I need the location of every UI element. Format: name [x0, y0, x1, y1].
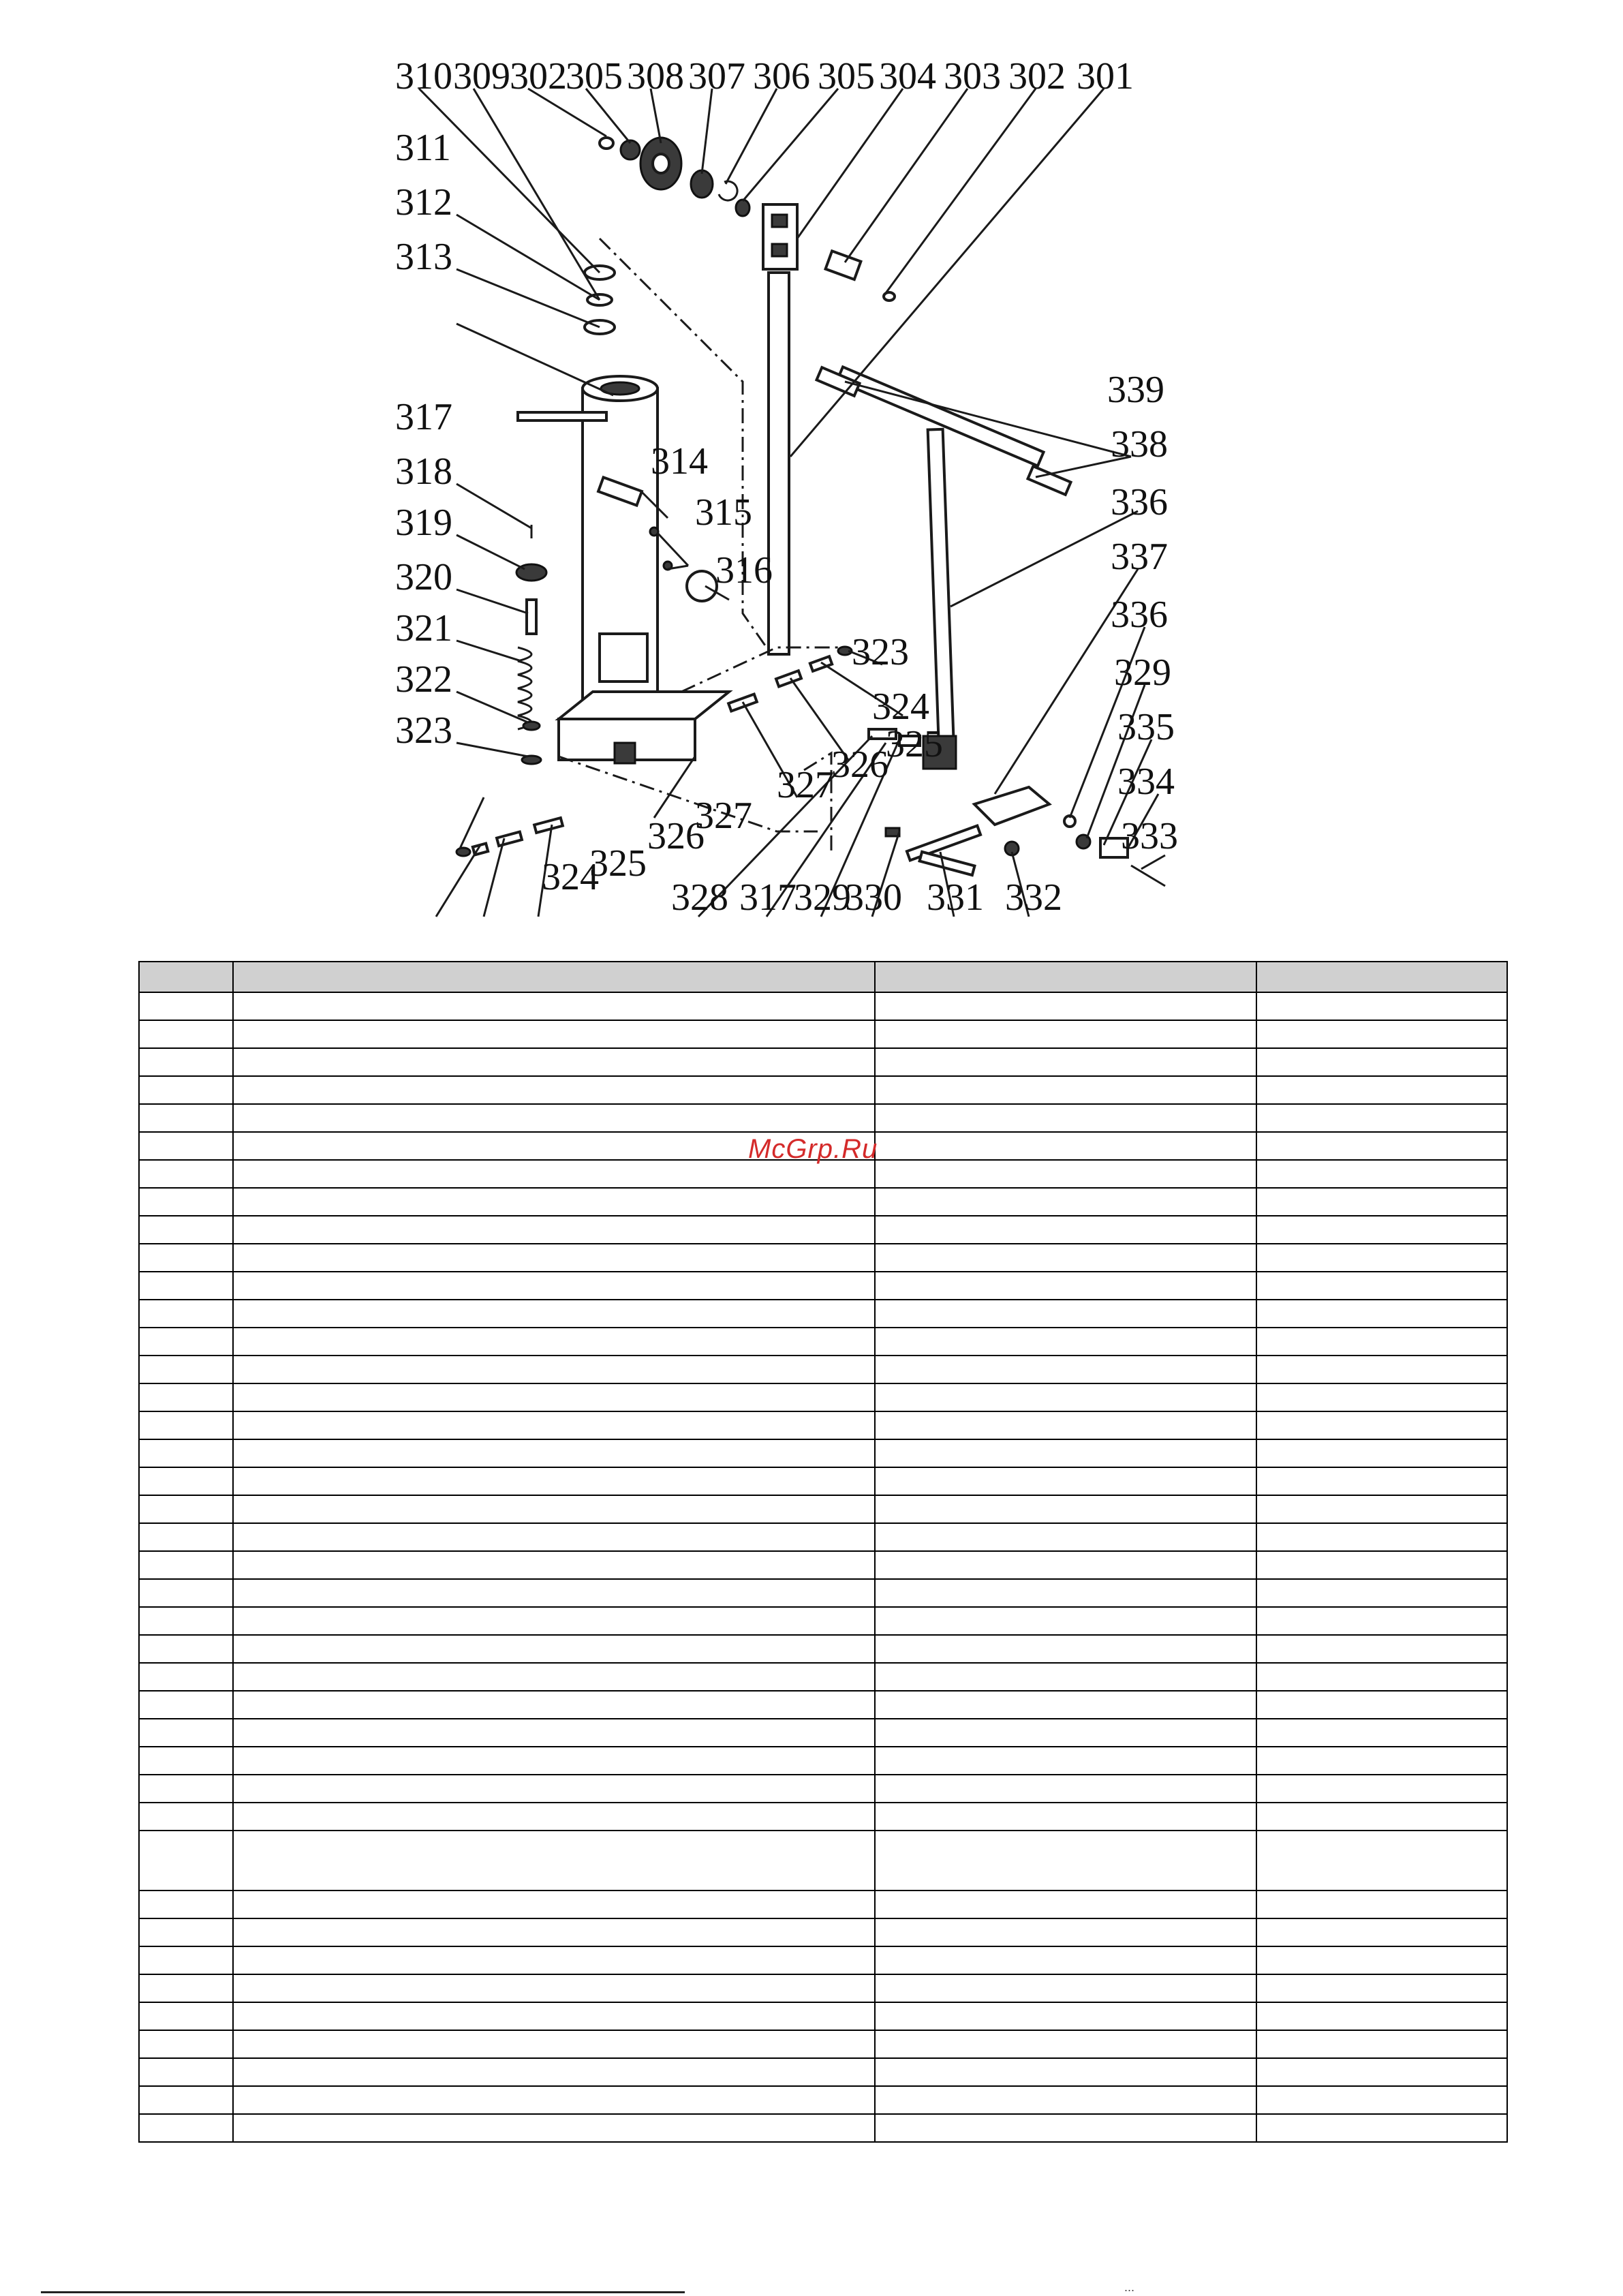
callout-label: 323 [395, 709, 452, 752]
table-row [139, 1328, 1507, 1356]
table-cell [875, 1272, 1256, 1300]
table-cell [875, 1523, 1256, 1551]
table-cell [1256, 1356, 1507, 1383]
table-cell [233, 1607, 875, 1635]
table-cell [139, 1691, 233, 1719]
t-handle [816, 367, 1070, 769]
table-cell [233, 2002, 875, 2030]
table-cell [1256, 1160, 1507, 1188]
callout-label: 323 [852, 631, 909, 673]
table-row [139, 1775, 1507, 1803]
table-cell [139, 1974, 233, 2002]
table-cell [233, 1803, 875, 1831]
table-cell [875, 1356, 1256, 1383]
table-cell [139, 1918, 233, 1946]
table-row [139, 1411, 1507, 1439]
table-cell [233, 1974, 875, 2002]
callout-label: 327 [695, 795, 752, 837]
table-cell [875, 1160, 1256, 1188]
callout-label: 301 [1077, 55, 1134, 97]
table-cell [139, 1607, 233, 1635]
callout-label: 321 [395, 607, 452, 649]
table-cell [233, 2086, 875, 2114]
column-header [233, 962, 875, 992]
table-cell [875, 1328, 1256, 1356]
table-cell [139, 1356, 233, 1383]
table-row [139, 1383, 1507, 1411]
table-cell [1256, 1974, 1507, 2002]
table-cell [875, 1946, 1256, 1974]
table-cell [139, 1747, 233, 1775]
callout-label: 329 [794, 876, 851, 919]
table-cell [233, 1356, 875, 1383]
table-row [139, 1607, 1507, 1635]
callout-label: 313 [395, 236, 452, 278]
table-cell [875, 1216, 1256, 1244]
table-row [139, 2058, 1507, 2086]
table-cell [233, 1891, 875, 1918]
callout-label: 330 [845, 876, 902, 919]
callout-label: 315 [695, 491, 752, 534]
table-cell [139, 1300, 233, 1328]
callout-label: 325 [589, 842, 647, 885]
callout-label: 302 [1008, 55, 1066, 97]
table-cell [875, 2002, 1256, 2030]
table-row [139, 1104, 1507, 1132]
table-row [139, 1356, 1507, 1383]
table-cell [233, 1719, 875, 1747]
table-row [139, 1803, 1507, 1831]
table-cell [233, 1831, 875, 1891]
callout-label: 324 [872, 686, 929, 728]
table-cell [875, 1244, 1256, 1272]
table-cell [233, 1411, 875, 1439]
table-cell [233, 1439, 875, 1467]
table-cell [1256, 1635, 1507, 1663]
table-cell [875, 1803, 1256, 1831]
table-cell [139, 992, 233, 1020]
table-cell [1256, 1244, 1507, 1272]
callout-label: 316 [715, 549, 773, 592]
callout-label: 319 [395, 502, 452, 544]
table-cell [233, 2114, 875, 2142]
table-cell [1256, 1328, 1507, 1356]
table-cell [233, 1383, 875, 1411]
table-cell [1256, 1020, 1507, 1048]
table-row [139, 2030, 1507, 2058]
footer-mark: ... [1124, 2280, 1135, 2294]
spring-stack [516, 525, 546, 764]
table-cell [233, 1775, 875, 1803]
table-cell [233, 1272, 875, 1300]
callout-label: 307 [688, 55, 745, 97]
table-cell [233, 1523, 875, 1551]
table-cell [139, 1719, 233, 1747]
table-cell [233, 1048, 875, 1076]
table-row [139, 1216, 1507, 1244]
callout-label: 329 [1114, 652, 1171, 694]
table-cell [1256, 2002, 1507, 2030]
callout-label: 328 [671, 876, 728, 919]
table-cell [1256, 1691, 1507, 1719]
callout-label: 318 [395, 450, 452, 493]
table-cell [139, 1020, 233, 1048]
table-cell [1256, 2086, 1507, 2114]
table-cell [875, 1607, 1256, 1635]
table-cell [233, 1020, 875, 1048]
callout-label: 339 [1107, 369, 1164, 411]
table-cell [233, 2030, 875, 2058]
table-cell [233, 1551, 875, 1579]
table-cell [1256, 1775, 1507, 1803]
table-cell [1256, 2030, 1507, 2058]
table-cell [1256, 1831, 1507, 1891]
table-cell [139, 1663, 233, 1691]
table-header-row [139, 962, 1507, 992]
table-cell [1256, 1495, 1507, 1523]
table-cell [875, 1775, 1256, 1803]
table-row [139, 1467, 1507, 1495]
table-row [139, 1719, 1507, 1747]
table-cell [1256, 1076, 1507, 1104]
callout-label: 317 [395, 396, 452, 438]
callout-label: 304 [879, 55, 936, 97]
callout-label: 310 [395, 55, 452, 97]
table-cell [139, 2058, 233, 2086]
callout-label: 322 [395, 658, 452, 701]
table-cell [139, 1803, 233, 1831]
table-cell [875, 1188, 1256, 1216]
table-cell [875, 992, 1256, 1020]
callout-label: 332 [1005, 876, 1062, 919]
table-cell [233, 1747, 875, 1775]
callout-label: 311 [395, 127, 451, 169]
table-cell [1256, 2114, 1507, 2142]
table-cell [1256, 1272, 1507, 1300]
table-cell [1256, 1523, 1507, 1551]
callout-label: 308 [627, 55, 684, 97]
callout-label: 314 [651, 440, 708, 483]
table-row [139, 1918, 1507, 1946]
table-cell [875, 1635, 1256, 1663]
callout-label: 305 [818, 55, 875, 97]
callout-label: 336 [1111, 481, 1168, 523]
table-row [139, 1891, 1507, 1918]
table-cell [233, 1216, 875, 1244]
table-cell [139, 2002, 233, 2030]
table-cell [233, 1467, 875, 1495]
table-cell [1256, 1216, 1507, 1244]
table-cell [139, 1891, 233, 1918]
table-cell [875, 2086, 1256, 2114]
table-row [139, 1523, 1507, 1551]
table-cell [1256, 1383, 1507, 1411]
table-cell [875, 1104, 1256, 1132]
table-cell [139, 1132, 233, 1160]
table-cell [1256, 1300, 1507, 1328]
table-cell [875, 1747, 1256, 1775]
table-cell [875, 1579, 1256, 1607]
footer-rule [41, 2291, 685, 2293]
table-cell [875, 1020, 1256, 1048]
callout-label: 320 [395, 556, 452, 598]
callout-label: 334 [1117, 761, 1175, 803]
table-row [139, 992, 1507, 1020]
table-cell [139, 1831, 233, 1891]
table-cell [1256, 1467, 1507, 1495]
table-cell [875, 1891, 1256, 1918]
table-cell [233, 1328, 875, 1356]
table-cell [875, 1495, 1256, 1523]
table-cell [875, 1439, 1256, 1467]
table-cell [875, 1300, 1256, 1328]
table-row [139, 1272, 1507, 1300]
callout-label: 312 [395, 181, 452, 224]
table-cell [139, 1775, 233, 1803]
table-cell [1256, 1411, 1507, 1439]
callout-label: 327 [777, 764, 834, 806]
table-cell [1256, 1719, 1507, 1747]
table-cell [1256, 1663, 1507, 1691]
table-row [139, 1244, 1507, 1272]
table-cell [233, 1918, 875, 1946]
table-row [139, 1300, 1507, 1328]
callout-label: 326 [831, 744, 888, 786]
callout-label: 335 [1117, 706, 1175, 748]
table-cell [139, 1328, 233, 1356]
table-cell [139, 2030, 233, 2058]
table-cell [875, 1831, 1256, 1891]
table-cell [139, 1272, 233, 1300]
table-cell [1256, 1607, 1507, 1635]
callout-label: 309 [453, 55, 510, 97]
table-cell [1256, 1188, 1507, 1216]
table-row [139, 1551, 1507, 1579]
table-cell [875, 2114, 1256, 2142]
table-cell [1256, 1104, 1507, 1132]
table-cell [139, 1244, 233, 1272]
table-cell [139, 1076, 233, 1104]
column-header [139, 962, 233, 992]
table-row [139, 1076, 1507, 1104]
table-row [139, 1495, 1507, 1523]
table-cell [875, 1467, 1256, 1495]
column-header [875, 962, 1256, 992]
table-row [139, 1663, 1507, 1691]
table-cell [233, 1188, 875, 1216]
table-row [139, 1439, 1507, 1467]
table-cell [139, 1216, 233, 1244]
table-cell [139, 1467, 233, 1495]
callout-label: 302 [510, 55, 567, 97]
callout-label: 331 [927, 876, 984, 919]
table-cell [875, 1383, 1256, 1411]
table-cell [875, 2030, 1256, 2058]
table-cell [875, 1411, 1256, 1439]
table-cell [139, 1104, 233, 1132]
column-body [518, 376, 729, 763]
exploded-parts-diagram [395, 48, 1233, 920]
table-cell [233, 1691, 875, 1719]
table-cell [139, 2086, 233, 2114]
table-cell [233, 1946, 875, 1974]
callout-label: 325 [886, 723, 943, 765]
table-cell [233, 1635, 875, 1663]
callout-label: 337 [1111, 536, 1168, 578]
table-row [139, 2086, 1507, 2114]
table-cell [233, 1104, 875, 1132]
table-cell [233, 1244, 875, 1272]
callout-label: 305 [566, 55, 623, 97]
table-cell [139, 1048, 233, 1076]
table-cell [139, 1411, 233, 1439]
table-cell [139, 1383, 233, 1411]
table-cell [233, 1663, 875, 1691]
table-cell [1256, 1747, 1507, 1775]
callout-label: 317 [739, 876, 797, 919]
callout-label: 306 [753, 55, 810, 97]
callout-label: 324 [542, 856, 599, 898]
table-cell [1256, 992, 1507, 1020]
table-row [139, 1974, 1507, 2002]
table-row [139, 1048, 1507, 1076]
table-cell [1256, 1439, 1507, 1467]
table-cell [233, 992, 875, 1020]
table-cell [875, 2058, 1256, 2086]
table-cell [875, 1551, 1256, 1579]
table-row [139, 1946, 1507, 1974]
table-cell [1256, 1579, 1507, 1607]
table-row [139, 1020, 1507, 1048]
table-cell [233, 2058, 875, 2086]
table-body [139, 992, 1507, 2142]
table-cell [1256, 1918, 1507, 1946]
table-cell [1256, 1803, 1507, 1831]
table-row [139, 2002, 1507, 2030]
table-cell [139, 1439, 233, 1467]
callout-label: 326 [647, 815, 705, 857]
table-cell [139, 1635, 233, 1663]
table-cell [139, 2114, 233, 2142]
table-cell [139, 1551, 233, 1579]
table-cell [875, 1048, 1256, 1076]
table-cell [139, 1495, 233, 1523]
table-cell [1256, 1132, 1507, 1160]
table-row [139, 1579, 1507, 1607]
callout-label: 333 [1121, 815, 1178, 857]
table-row [139, 1691, 1507, 1719]
table-cell [875, 1076, 1256, 1104]
table-cell [875, 1719, 1256, 1747]
callout-label: 303 [944, 55, 1001, 97]
table-cell [875, 1918, 1256, 1946]
table-cell [1256, 1551, 1507, 1579]
table-row [139, 1747, 1507, 1775]
table-cell [139, 1579, 233, 1607]
table-row [139, 2114, 1507, 2142]
table-cell [139, 1160, 233, 1188]
table-row [139, 1188, 1507, 1216]
table-cell [1256, 2058, 1507, 2086]
table-cell [875, 1691, 1256, 1719]
callout-label: 336 [1111, 594, 1168, 636]
table-cell [233, 1579, 875, 1607]
table-cell [1256, 1946, 1507, 1974]
watermark: McGrp.Ru [748, 1134, 878, 1164]
table-cell [139, 1523, 233, 1551]
table-cell [875, 1663, 1256, 1691]
table-cell [233, 1300, 875, 1328]
table-cell [875, 1974, 1256, 2002]
table-cell [139, 1946, 233, 1974]
column-header [1256, 962, 1507, 992]
table-cell [1256, 1891, 1507, 1918]
table-row [139, 1635, 1507, 1663]
callout-label: 338 [1111, 423, 1168, 465]
table-row [139, 1831, 1507, 1891]
table-cell [875, 1132, 1256, 1160]
table-cell [1256, 1048, 1507, 1076]
table-cell [139, 1188, 233, 1216]
table-cell [233, 1076, 875, 1104]
table-cell [233, 1495, 875, 1523]
